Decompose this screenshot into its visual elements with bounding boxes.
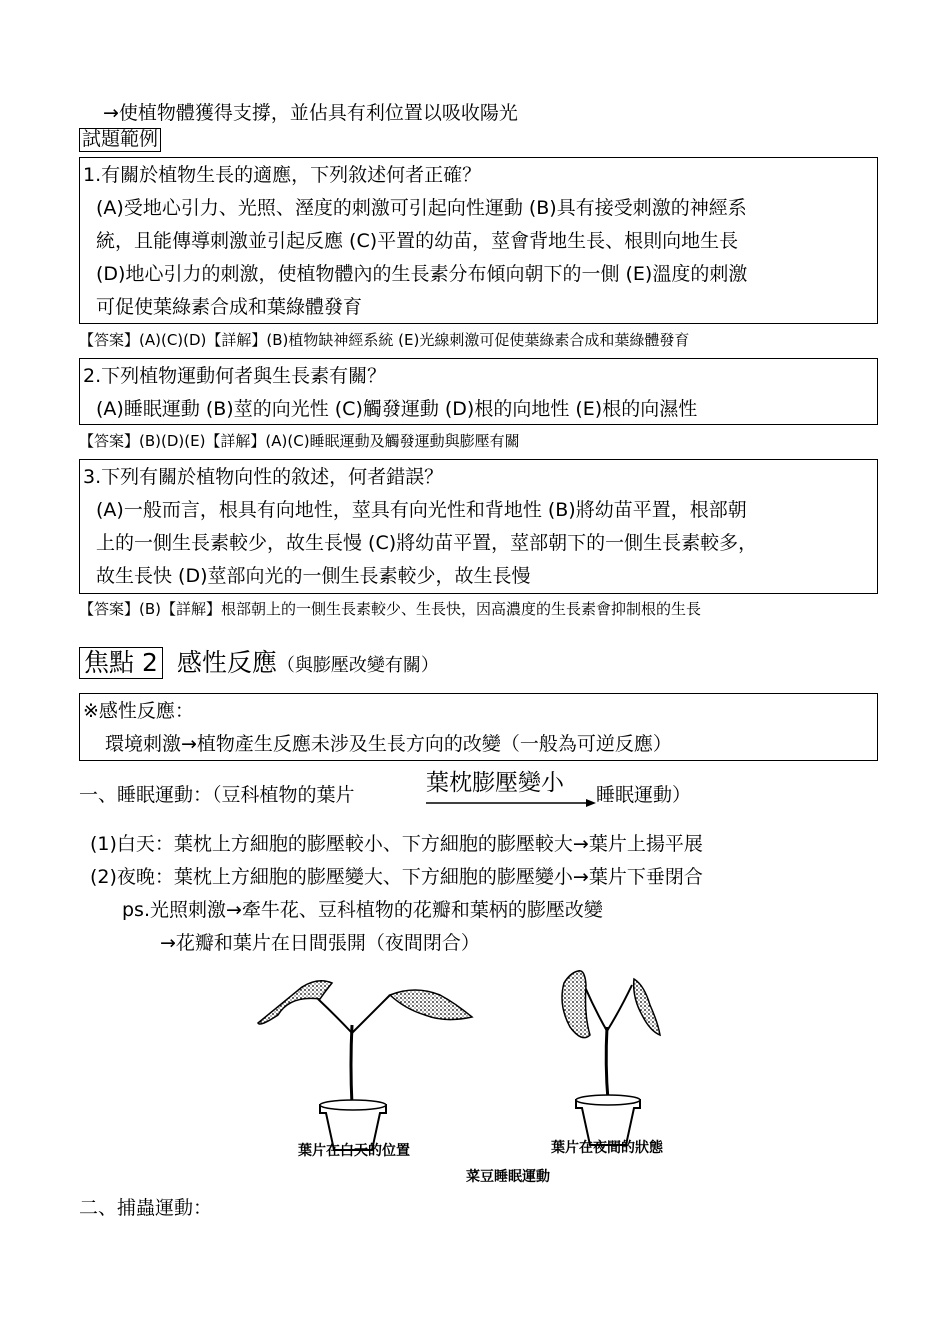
definition-content: 環境刺激→植物產生反應未涉及生長方向的改變（一般為可逆反應） xyxy=(105,733,672,755)
question-3-stem: 3.下列有關於植物向性的敘述，何者錯誤？ xyxy=(83,466,444,488)
focus-heading xyxy=(79,643,439,679)
sleep-arrow-label: 葉枕膨壓變小 xyxy=(426,770,564,795)
focus-tag: 焦點 2 xyxy=(79,647,163,679)
example-label xyxy=(79,128,161,152)
definition-label: ※感性反應： xyxy=(83,700,194,722)
question-3-line-3: 上的一側生長素較少，故生長慢 (C)將幼苗平置，莖部朝下的一側生長素較多， xyxy=(96,532,758,554)
question-1-stem: 1.有關於植物生長的適應，下列敘述何者正確？ xyxy=(83,164,482,186)
question-3-answer: 【答案】(B)【詳解】根部朝上的一側生長素較少、生長快，因高濃度的生長素會抑制根的生長 xyxy=(79,600,701,618)
night-plant xyxy=(562,971,660,1145)
sleep-heading-after: 睡眠運動） xyxy=(596,784,692,806)
sleep-heading-before: 一、睡眠運動：（豆科植物的葉片 xyxy=(79,784,355,806)
trap-heading: 二、捕蟲運動： xyxy=(79,1197,213,1219)
figure-main-caption: 菜豆睡眠運動 xyxy=(466,1169,550,1185)
focus-title: 感性反應 xyxy=(176,648,277,677)
sleep-night: (2)夜晚：葉枕上方細胞的膨壓變大、下方細胞的膨壓變小→葉片下垂閉合 xyxy=(90,866,703,888)
figure-right-caption: 葉片在夜間的狀態 xyxy=(551,1140,663,1156)
question-2-options: (A)睡眠運動 (B)莖的向光性 (C)觸發運動 (D)根的向地性 (E)根的向濕性 xyxy=(96,398,698,420)
question-1-line-5: 可促使葉綠素合成和葉綠體發育 xyxy=(96,296,363,318)
question-1-line-2: (A)受地心引力、光照、溼度的刺激可引起向性運動 (B)具有接受刺激的神經系 xyxy=(96,197,747,219)
question-2-answer: 【答案】(B)(D)(E)【詳解】(A)(C)睡眠運動及觸發運動與膨壓有關 xyxy=(79,432,520,450)
sleep-ps-2: →花瓣和葉片在日間張開（夜間閉合） xyxy=(160,932,480,954)
question-1-line-3: 統，且能傳導刺激並引起反應 (C)平置的幼苗，莖會背地生長、根則向地生長 xyxy=(96,230,739,252)
focus-subtitle: （與膨壓改變有關） xyxy=(276,655,439,676)
question-1-line-4: (D)地心引力的刺激，使植物體內的生長素分布傾向朝下的一側 (E)溫度的刺激 xyxy=(96,263,748,285)
sleep-arrow xyxy=(426,798,596,808)
example-label-text: 試題範例 xyxy=(79,128,161,152)
question-1-answer: 【答案】(A)(C)(D)【詳解】(B)植物缺神經系統 (E)光線刺激可促使葉綠素合成和葉綠體發育 xyxy=(79,331,690,349)
sleep-ps: ps.光照刺激→牽牛花、豆科植物的花瓣和葉柄的膨壓改變 xyxy=(122,899,603,921)
question-3-line-4: 故生長快 (D)莖部向光的一側生長素較少，故生長慢 xyxy=(96,565,531,587)
figure-left-caption: 葉片在白天的位置 xyxy=(298,1143,410,1159)
question-3-line-2: (A)一般而言，根具有向地性，莖具有向光性和背地性 (B)將幼苗平置，根部朝 xyxy=(96,499,747,521)
day-plant xyxy=(258,981,472,1150)
sleep-day: (1)白天：葉枕上方細胞的膨壓較小、下方細胞的膨壓較大→葉片上揚平展 xyxy=(90,833,703,855)
intro-line: →使植物體獲得支撐，並佔具有利位置以吸收陽光 xyxy=(103,102,518,124)
question-2-stem: 2.下列植物運動何者與生長素有關？ xyxy=(83,365,387,387)
